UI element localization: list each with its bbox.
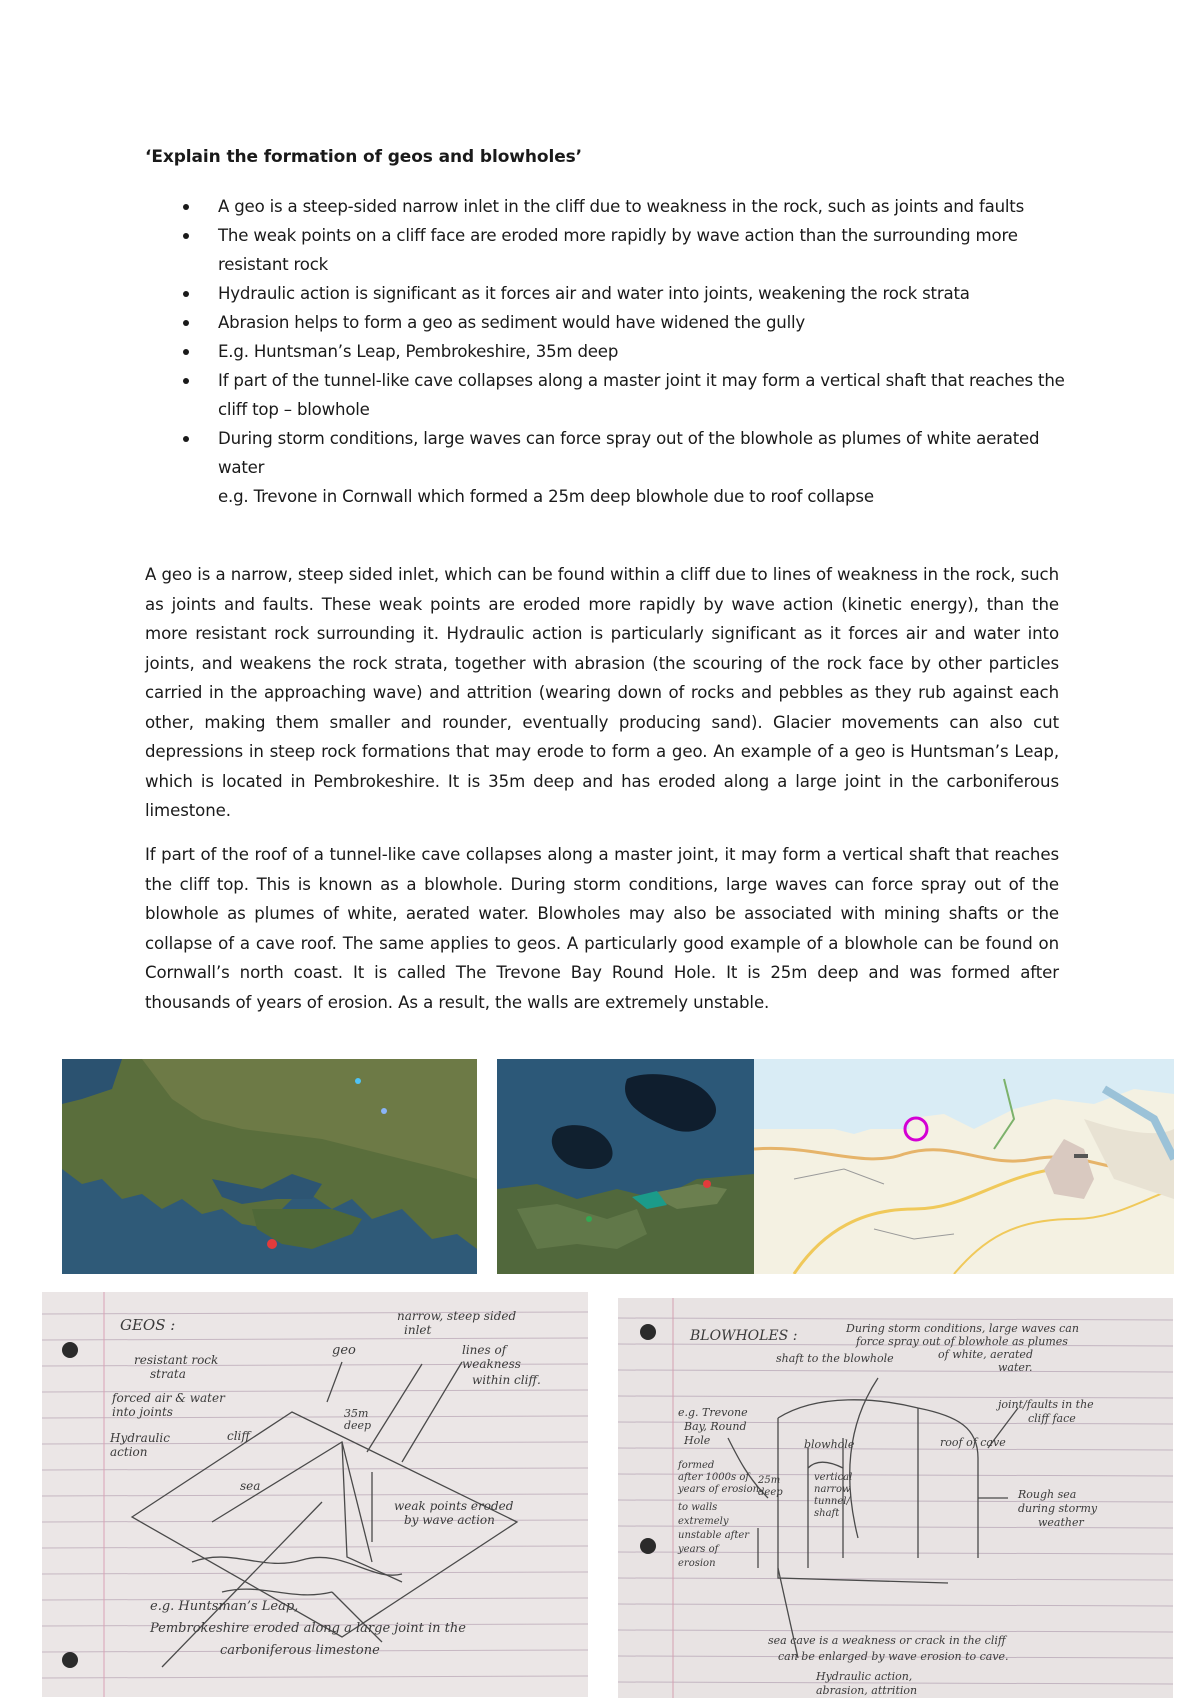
satellite-map-trevone [497,1059,754,1274]
svg-text:lines of: lines of [462,1343,507,1357]
svg-text:e.g. Huntsman’s Leap,: e.g. Huntsman’s Leap, [150,1599,299,1614]
svg-text:can be enlarged by wave erosio: can be enlarged by wave erosion to cave. [778,1650,1009,1663]
svg-text:shaft: shaft [814,1508,840,1519]
svg-text:joint/faults in the: joint/faults in the [998,1398,1094,1411]
handwritten-blowhole-diagram [618,1298,1173,1698]
svg-text:within cliff.: within cliff. [472,1373,541,1387]
svg-text:to walls: to walls [678,1502,718,1513]
bullet-dot [183,436,189,442]
svg-text:BLOWHOLES :: BLOWHOLES : [690,1328,798,1344]
bullet-item [145,424,1065,511]
svg-text:geo: geo [332,1343,356,1358]
satellite-map-pembrokeshire [62,1059,477,1274]
svg-text:sea: sea [240,1479,261,1493]
svg-text:vertical: vertical [814,1472,853,1483]
svg-text:after 1000s of: after 1000s of [678,1472,750,1483]
svg-text:forced air & water: forced air & water [112,1391,225,1405]
bullet-text: Hydraulic action is significant as it forces air and water into joints, weakening the rock strata [218,284,970,303]
svg-text:25m: 25m [758,1475,781,1486]
svg-text:Rough sea: Rough sea [1018,1488,1077,1501]
svg-text:carboniferous limestone: carboniferous limestone [220,1643,380,1658]
svg-text:weather: weather [1038,1516,1084,1529]
svg-text:e.g. Trevone: e.g. Trevone [678,1406,748,1419]
bullet-dot [183,378,189,384]
svg-text:blowhole: blowhole [804,1438,855,1451]
bullet-text: The weak points on a cliff face are eroded more rapidly by wave action than the surrounding more resistant rock [218,226,1018,274]
svg-text:erosion: erosion [678,1558,716,1569]
bullet-text: During storm conditions, large waves can force spray out of the blowhole as plumes of white aerated water [218,429,1040,477]
bullet-dot [183,349,189,355]
svg-text:weakness: weakness [462,1357,521,1371]
svg-text:During storm conditions, large: During storm conditions, large waves can [846,1322,1079,1335]
svg-text:by wave action: by wave action [404,1513,495,1527]
svg-text:Hydraulic action,: Hydraulic action, [816,1670,913,1683]
svg-text:weak points eroded: weak points eroded [394,1499,514,1513]
svg-text:Hole: Hole [684,1434,711,1447]
bullet-dot [183,204,189,210]
bullet-list [145,192,1065,511]
bullet-dot [183,233,189,239]
bullet-text: A geo is a steep-sided narrow inlet in the cliff due to weakness in the rock, such as joints and faults [218,197,1025,216]
bullet-item [145,308,1065,337]
svg-text:shaft to the blowhole: shaft to the blowhole [776,1352,894,1365]
bullet-item [145,366,1065,424]
svg-text:years of: years of [678,1544,719,1555]
paragraph-geo: A geo is a narrow, steep sided inlet, which can be found within a cliff due to lines of weakness in the rock, such as joints and faults. These weak points are eroded more rapidly by wave action (kinetic energy), than the more resistant rock surrounding it. Hydraulic action is particularly significant as it forces air and water into joints, and weakens the rock strata, together with abrasion (the scouring of the rock face by other particles carried in the approaching wave) and attrition (wearing down of rocks and pebbles as they rub against each other, making them smaller and rounder, eventually producing sand). Glacier movements can also cut depressions in steep rock formations that may erode to form a geo. An example of a geo is Huntsman’s Leap, which is located in Pembrokeshire. It is 35m deep and has eroded along a large joint in the carboniferous limestone. [145,565,1059,820]
handwritten-geo-diagram [42,1292,588,1697]
bullet-item [145,279,1065,308]
svg-text:Pembrokeshire eroded along a l: Pembrokeshire eroded along a large joint in the [150,1621,466,1636]
bullet-item [145,221,1065,279]
svg-text:narrow: narrow [814,1484,851,1495]
bullet-dot [183,291,189,297]
svg-text:35m: 35m [344,1407,369,1420]
svg-text:GEOS :: GEOS : [120,1316,176,1334]
bullet-item [145,337,1065,366]
svg-text:formed: formed [678,1460,715,1471]
svg-text:resistant rock: resistant rock [134,1353,219,1367]
paragraph-blowhole: If part of the roof of a tunnel-like cave collapses along a master joint, it may form a vertical shaft that reaches the cliff top. This is known as a blowhole. During storm conditions, large waves can force spray out of the blowhole as plumes of white, aerated water. Blowholes may also be associated with mining shafts or the collapse of a cave roof. The same applies to geos. A particularly good example of a blowhole can be found on Cornwall’s north coast. It is called The Trevone Bay Round Hole. It is 25m deep and was formed after thousands of years of erosion. As a result, the walls are extremely unstable. [145,845,1059,1012]
svg-text:tunnel/: tunnel/ [814,1496,850,1507]
bullet-subtext: e.g. Trevone in Cornwall which formed a 25m deep blowhole due to roof collapse [218,487,874,506]
page-title: ‘Explain the formation of geos and blowholes’ [145,147,582,167]
svg-text:strata: strata [150,1367,186,1381]
svg-text:extremely: extremely [678,1516,729,1527]
bullet-text: If part of the tunnel-like cave collapses along a master joint it may form a vertical shaft that reaches the cliff top – blowhole [218,371,1065,419]
svg-text:inlet: inlet [404,1323,432,1337]
svg-text:deep: deep [344,1419,372,1432]
svg-text:force spray out of blowhole as: force spray out of blowhole as plumes [856,1335,1068,1348]
svg-text:deep: deep [758,1487,783,1498]
svg-text:Bay, Round: Bay, Round [684,1420,747,1433]
svg-text:sea cave is a weakness or crac: sea cave is a weakness or crack in the cliff [768,1634,1006,1647]
bullet-text: E.g. Huntsman’s Leap, Pembrokeshire, 35m deep [218,342,619,361]
bullet-text: Abrasion helps to form a geo as sediment would have widened the gully [218,313,806,332]
svg-text:cliff face: cliff face [1028,1412,1076,1425]
svg-text:unstable after: unstable after [678,1530,750,1541]
bullet-item [145,192,1065,221]
svg-text:abrasion, attrition: abrasion, attrition [816,1684,918,1697]
svg-text:into joints: into joints [112,1405,173,1419]
ordnance-survey-map [754,1059,1174,1274]
svg-text:during stormy: during stormy [1018,1502,1098,1515]
svg-text:years of erosion.: years of erosion. [678,1484,763,1495]
svg-text:narrow, steep sided: narrow, steep sided [397,1309,517,1323]
svg-text:action: action [110,1445,148,1459]
svg-text:roof of cave: roof of cave [940,1436,1006,1449]
svg-text:Hydraulic: Hydraulic [110,1431,170,1445]
bullet-dot [183,320,189,326]
svg-text:water.: water. [998,1361,1033,1374]
svg-text:cliff: cliff [227,1429,250,1443]
svg-text:of white, aerated: of white, aerated [938,1348,1033,1361]
